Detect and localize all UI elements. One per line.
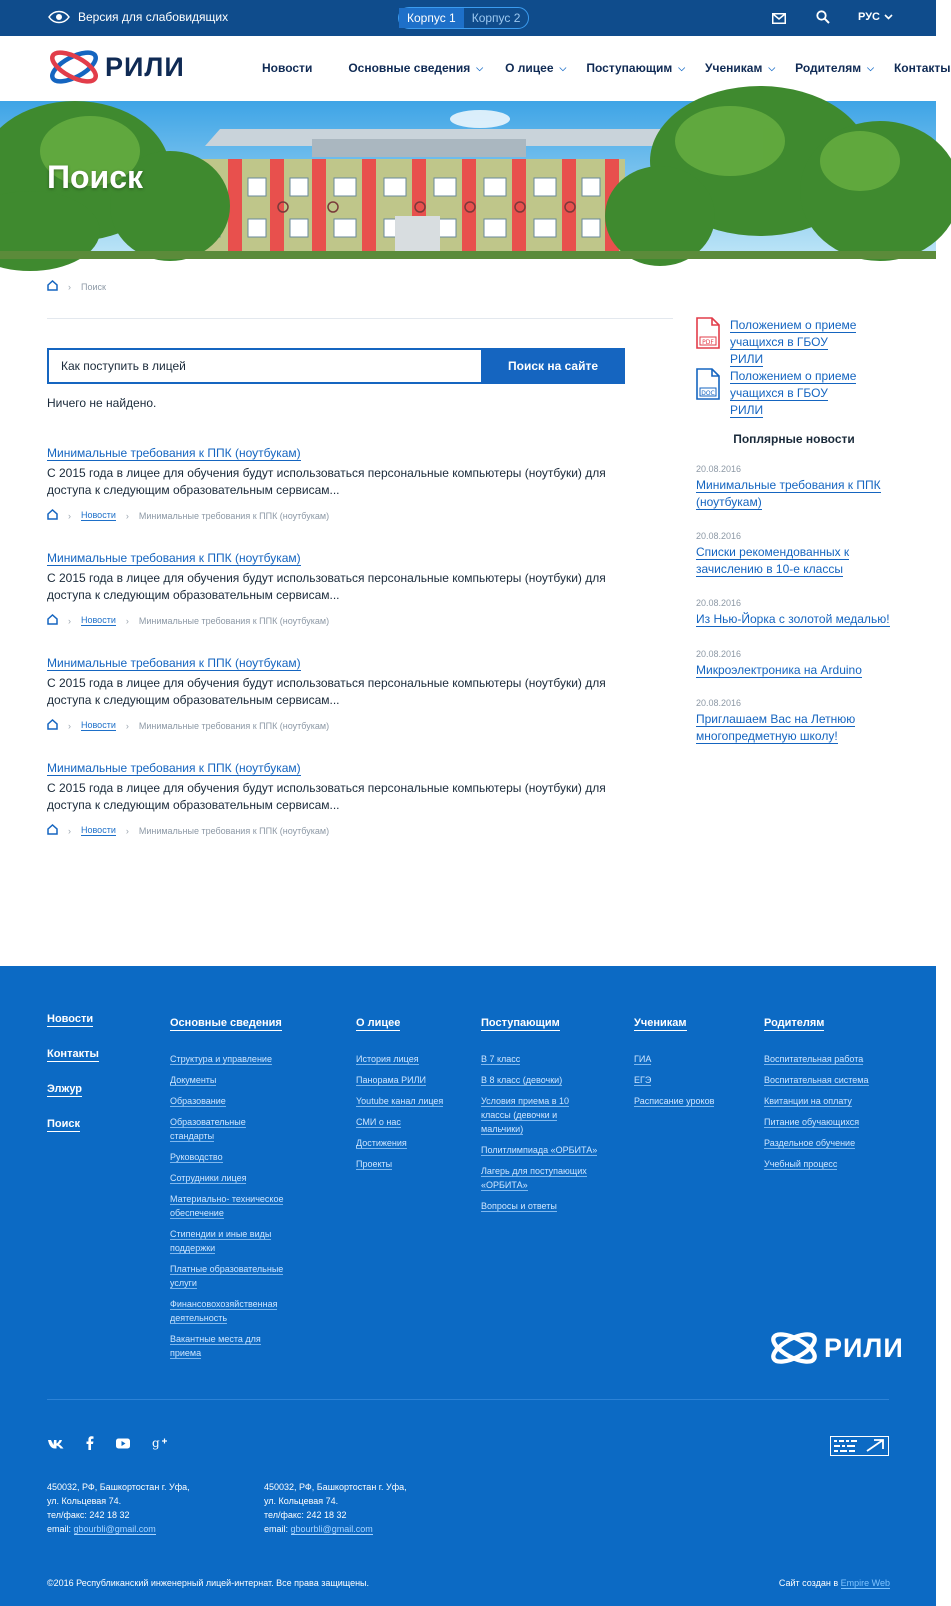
footer-column-applicants (481, 1013, 611, 1220)
chevron-right-icon: › (125, 510, 129, 521)
breadcrumb-section-link[interactable]: Новости (81, 615, 116, 625)
news-link[interactable] (696, 544, 856, 578)
footer-link[interactable]: Образовательные стандарты (170, 1117, 246, 1141)
mail-button[interactable] (772, 11, 786, 29)
news-item (696, 598, 896, 628)
chevron-down-icon: ⌵ (678, 62, 686, 73)
news-date: 20.08.2016 (696, 649, 742, 659)
email-label: email: (47, 1524, 72, 1534)
vk-link[interactable] (48, 1436, 64, 1455)
google-plus-icon (152, 1436, 168, 1450)
low-vision-link[interactable] (48, 10, 228, 24)
phone-text: тел/факс: 242 18 32 (47, 1510, 130, 1520)
footer-link[interactable]: Сотрудники лицея (170, 1173, 247, 1183)
campus-1-tab[interactable]: Корпус 1 (399, 8, 464, 28)
footer-link[interactable]: ЕГЭ (634, 1075, 652, 1085)
breadcrumb-section-link[interactable]: Новости (81, 720, 116, 730)
hero-banner (0, 101, 936, 259)
news-link[interactable] (696, 662, 896, 679)
breadcrumb-page: Минимальные требования к ППК (ноутбукам) (138, 720, 330, 731)
doc-document-link[interactable] (696, 368, 860, 419)
footer-link[interactable]: Политлимпиада «ОРБИТА» (481, 1145, 598, 1155)
qr-code-icon (830, 1436, 889, 1456)
breadcrumb-section-link[interactable]: Новости (81, 510, 116, 520)
nav-applicants-label: Поступающим (586, 61, 673, 75)
breadcrumb-page: Минимальные требования к ППК (ноутбукам) (138, 825, 330, 836)
search-button[interactable] (816, 10, 830, 29)
nav-students[interactable] (705, 61, 775, 75)
svg-text:DOC: DOC (701, 390, 715, 397)
campus-switch (398, 7, 529, 29)
news-item (696, 531, 896, 578)
footer-link[interactable]: Вопросы и ответы (481, 1201, 557, 1211)
nav-contacts[interactable] (894, 61, 951, 75)
nav-basic-info-label: Основные сведения (348, 61, 471, 75)
google-plus-link[interactable] (152, 1436, 168, 1455)
result-title-link[interactable]: Минимальные требования к ППК (ноутбукам) (47, 446, 301, 460)
doc-document-label: Положением о приеме учащихся в ГБОУ РИЛИ (730, 369, 857, 417)
nav-contacts-label: Контакты (893, 61, 951, 75)
made-by (779, 1578, 890, 1588)
footer-link[interactable]: Материально- техническое обеспечение (170, 1194, 284, 1218)
nav-news[interactable] (262, 61, 312, 75)
footer-link[interactable]: Воспитательная работа (764, 1054, 864, 1064)
footer-link[interactable]: Условия приема в 10 классы (девочки и мальчики) (481, 1096, 570, 1134)
chevron-right-icon: › (68, 510, 71, 521)
news-link[interactable] (696, 711, 866, 745)
home-icon (47, 280, 58, 291)
nav-parents-label: Родителям (795, 61, 862, 75)
footer-link-news[interactable]: Новости (47, 1013, 94, 1025)
chevron-right-icon: › (68, 825, 71, 836)
footer-column-title[interactable]: Родителям (764, 1017, 825, 1029)
email-link[interactable]: gbourbli@gmail.com (290, 1524, 373, 1534)
footer-link[interactable]: Руководство (170, 1152, 223, 1162)
chevron-right-icon: › (68, 720, 71, 731)
footer-link[interactable]: Питание обучающихся (764, 1117, 860, 1127)
footer-link[interactable]: СМИ о нас (356, 1117, 401, 1127)
footer-link[interactable]: Учебный процесс (764, 1159, 838, 1169)
footer-link[interactable]: Панорама РИЛИ (356, 1075, 427, 1085)
footer-logo-text: РИЛИ (824, 1332, 904, 1363)
logo-icon (47, 46, 101, 88)
footer-column-title[interactable]: О лицее (356, 1017, 401, 1029)
nav-students-label: Ученикам (705, 61, 763, 75)
phone-text: тел/факс: 242 18 32 (264, 1510, 347, 1520)
news-date: 20.08.2016 (696, 598, 742, 608)
email-label: email: (264, 1524, 289, 1534)
result-snippet: С 2015 года в лицее для обучения будут использоваться персональные компьютеры (ноутбуки) для доступа к следующим образовательным сервисам... (47, 466, 606, 497)
address-line: 450032, РФ, Башкортостан г. Уфа, (264, 1482, 407, 1492)
result-breadcrumb (47, 824, 647, 837)
breadcrumb-home[interactable] (47, 824, 58, 837)
breadcrumb-page: Минимальные требования к ППК (ноутбукам) (138, 615, 330, 626)
chevron-down-icon: ⌵ (559, 62, 567, 73)
footer-main-links (47, 1013, 99, 1153)
no-results-text: Ничего не найдено. (47, 396, 157, 410)
eye-icon (48, 11, 70, 23)
chevron-right-icon: › (68, 281, 71, 292)
doc-file-icon (696, 368, 720, 400)
footer-column-title[interactable]: Поступающим (481, 1017, 560, 1029)
footer-link[interactable]: Вакантные места для приема (170, 1334, 261, 1358)
footer-link[interactable]: Расписание уроков (634, 1096, 715, 1106)
result-title-link[interactable]: Минимальные требования к ППК (ноутбукам) (47, 551, 301, 565)
chevron-right-icon: › (68, 615, 71, 626)
news-date: 20.08.2016 (696, 464, 742, 474)
news-link[interactable] (696, 477, 886, 511)
footer-link[interactable]: ГИА (634, 1054, 652, 1064)
footer-link[interactable]: Образование (170, 1096, 226, 1106)
svg-text:PDF: PDF (702, 339, 714, 346)
search-icon (816, 10, 830, 24)
nav-news-label: Новости (262, 61, 313, 75)
home-icon (47, 509, 58, 520)
news-date: 20.08.2016 (696, 531, 742, 541)
footer-link[interactable]: Проекты (356, 1159, 393, 1169)
result-snippet: С 2015 года в лицее для обучения будут использоваться персональные компьютеры (ноутбуки) для доступа к следующим образовательным сервисам... (47, 781, 606, 812)
footer-link[interactable]: Платные образовательные услуги (170, 1264, 284, 1288)
result-breadcrumb (47, 614, 647, 627)
made-by-prefix: Сайт создан в (778, 1578, 839, 1588)
result-breadcrumb (47, 509, 647, 522)
footer-column-about (356, 1013, 486, 1178)
nav-about-label: О лицее (505, 61, 554, 75)
chevron-right-icon: › (125, 720, 129, 731)
pdf-file-icon (696, 317, 720, 349)
mail-icon (772, 13, 786, 24)
home-icon (47, 614, 58, 625)
youtube-link[interactable] (116, 1436, 130, 1455)
email-link[interactable]: gbourbli@gmail.com (73, 1524, 156, 1534)
nav-basic-info[interactable] (348, 61, 483, 75)
news-title: Приглашаем Вас на Летнюю многопредметную школу! (696, 712, 856, 743)
result-title-link[interactable]: Минимальные требования к ППК (ноутбукам) (47, 761, 301, 775)
address-block-2 (264, 1480, 407, 1536)
footer-divider (47, 1399, 889, 1400)
language-label: РУС (858, 11, 880, 23)
breadcrumb-page: Минимальные требования к ППК (ноутбукам) (138, 510, 330, 521)
chevron-down-icon: ⌵ (867, 62, 874, 73)
news-date: 20.08.2016 (696, 698, 742, 708)
footer-link[interactable]: В 8 класс (девочки) (481, 1075, 563, 1085)
popular-news-title: Поплярные новости (733, 432, 855, 446)
chevron-right-icon: › (125, 825, 129, 836)
search-form (47, 348, 625, 384)
footer (0, 966, 936, 1606)
news-title: Из Нью-Йорка с золотой медалью! (696, 612, 890, 626)
pdf-document-label: Положением о приеме учащихся в ГБОУ РИЛИ (730, 318, 857, 366)
search-submit-button[interactable]: Поиск на сайте (481, 348, 625, 384)
news-item (696, 649, 896, 679)
nav-about[interactable] (505, 61, 566, 75)
breadcrumb-home[interactable] (47, 614, 58, 627)
footer-column-basic-info (170, 1013, 300, 1367)
footer-column-students (634, 1013, 764, 1115)
address-line: 450032, РФ, Башкортостан г. Уфа, (47, 1482, 190, 1492)
news-title: Минимальные требования к ППК (ноутбукам) (696, 478, 881, 509)
news-title: Списки рекомендованных к зачислению в 10-е классы (696, 545, 850, 576)
facebook-link[interactable] (86, 1436, 94, 1455)
vk-icon (48, 1439, 64, 1449)
footer-link[interactable]: Лагерь для поступающих «ОРБИТА» (481, 1166, 587, 1190)
result-breadcrumb (47, 719, 647, 732)
result-title-link[interactable]: Минимальные требования к ППК (ноутбукам) (47, 656, 301, 670)
home-icon (47, 824, 58, 835)
news-item (696, 464, 896, 511)
social-links (48, 1436, 168, 1455)
top-bar (0, 0, 936, 36)
language-select[interactable] (858, 11, 893, 23)
copyright: ©2016 Республиканский инженерный лицей-интернат. Все права защищены. (47, 1578, 370, 1588)
campus-2-tab[interactable]: Корпус 2 (471, 11, 521, 25)
search-input[interactable] (47, 348, 481, 384)
address-line: ул. Кольцевая 74. (264, 1496, 339, 1506)
news-title: Микроэлектроника на Arduino (696, 663, 862, 677)
footer-link-eljur[interactable]: Элжур (47, 1083, 83, 1095)
svg-text:g: g (152, 1436, 160, 1450)
footer-link[interactable]: В 7 класс (481, 1054, 521, 1064)
footer-column-title[interactable]: Основные сведения (170, 1017, 282, 1029)
breadcrumb-home[interactable] (47, 719, 58, 732)
logo-text: РИЛИ (105, 51, 185, 82)
footer-link[interactable]: Youtube канал лицея (356, 1096, 444, 1106)
pdf-document-link[interactable] (696, 317, 860, 368)
chevron-right-icon: › (125, 615, 129, 626)
nav-applicants[interactable] (586, 61, 685, 75)
address-line: ул. Кольцевая 74. (47, 1496, 122, 1506)
breadcrumb (47, 280, 106, 293)
logo[interactable] (47, 46, 185, 88)
main-nav (262, 61, 951, 75)
footer-logo[interactable] (768, 1328, 904, 1368)
footer-link-contacts[interactable]: Контакты (47, 1048, 99, 1060)
logo-icon (768, 1328, 820, 1368)
breadcrumb-home[interactable] (47, 280, 58, 293)
footer-link[interactable]: Квитанции на оплату (764, 1096, 852, 1106)
qr-link[interactable] (830, 1436, 889, 1461)
footer-link[interactable]: История лицея (356, 1054, 419, 1064)
chevron-down-icon: ⌵ (768, 62, 776, 73)
footer-link[interactable]: Документы (170, 1075, 217, 1085)
address-block-1 (47, 1480, 190, 1536)
footer-link[interactable]: Достижения (356, 1138, 407, 1148)
footer-link[interactable]: Раздельное обучение (764, 1138, 856, 1148)
facebook-icon (86, 1436, 94, 1450)
chevron-down-icon: ⌵ (476, 62, 484, 73)
youtube-icon (116, 1438, 130, 1449)
footer-column-parents (764, 1013, 894, 1178)
result-snippet: С 2015 года в лицее для обучения будут использоваться персональные компьютеры (ноутбуки) для доступа к следующим образовательным сервисам... (47, 676, 606, 707)
footer-link-search[interactable]: Поиск (47, 1118, 81, 1130)
search-result (47, 444, 647, 522)
nav-parents[interactable] (795, 61, 874, 75)
search-result (47, 549, 647, 627)
search-result (47, 654, 647, 732)
footer-column-title[interactable]: Ученикам (634, 1017, 687, 1029)
breadcrumb-section-link[interactable]: Новости (81, 825, 116, 835)
home-icon (47, 719, 58, 730)
news-link[interactable] (696, 611, 896, 628)
breadcrumb-current: Поиск (81, 281, 106, 292)
low-vision-label: Версия для слабовидящих (78, 10, 229, 24)
chevron-down-icon (884, 14, 893, 20)
search-result (47, 759, 647, 837)
result-snippet: С 2015 года в лицее для обучения будут использоваться персональные компьютеры (ноутбуки) для доступа к следующим образовательным сервисам... (47, 571, 606, 602)
news-item (696, 698, 896, 745)
footer-link[interactable]: Структура и управление (170, 1054, 272, 1064)
footer-link[interactable]: Воспитательная система (764, 1075, 869, 1085)
divider (47, 318, 673, 319)
made-by-link[interactable]: Empire Web (840, 1578, 890, 1588)
page-title: Поиск (47, 159, 144, 195)
footer-link[interactable]: Стипендии и иные виды поддержки (170, 1229, 272, 1253)
footer-link[interactable]: Финансовохозяйственная деятельность (170, 1299, 278, 1323)
breadcrumb-home[interactable] (47, 509, 58, 522)
